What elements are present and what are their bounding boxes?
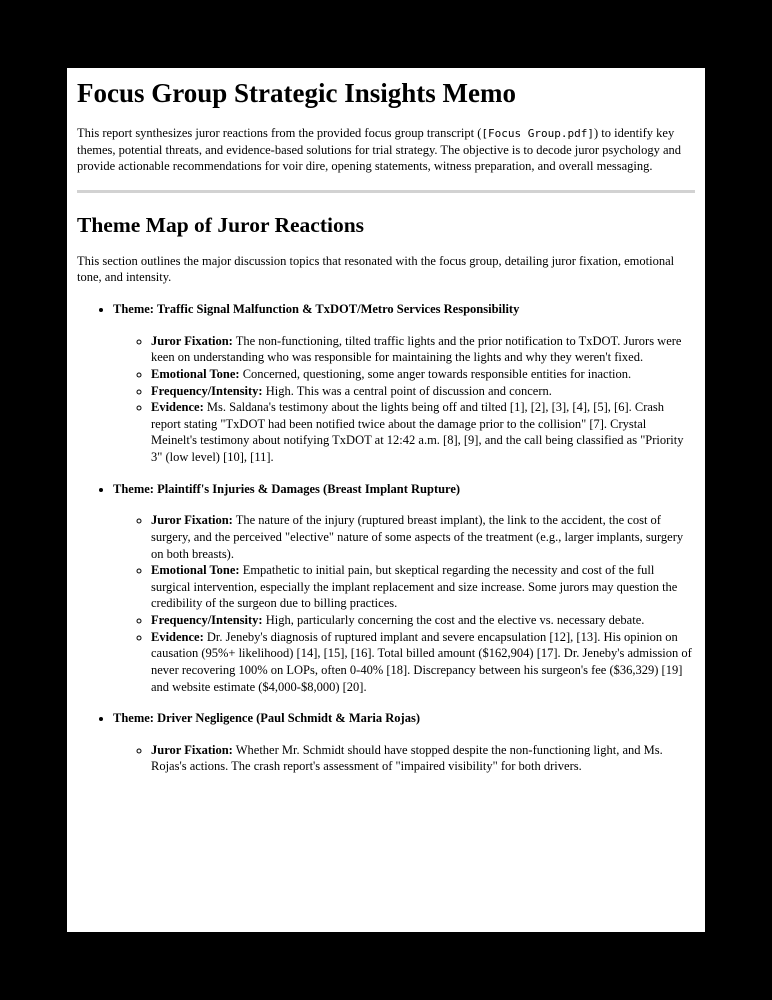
detail-text: High. This was a central point of discussion and concern. [262, 383, 552, 398]
detail-text: Dr. Jeneby's diagnosis of ruptured implant and severe encapsulation [12], [13]. His opinion on causation (95%+ likelihood) [14], [15], [16]. Total billed amount ($162,904) [17]. Dr. Jeneby's admission of never recovering 100% on LOPs, often 0-40% [18]. Discrepancy between his surgeon's fee ($36,329) [19] and website estimate ($4,000-$8,000) [20]. [151, 629, 692, 694]
detail-item-evidence [151, 629, 695, 696]
intro-text-before: This report synthesizes juror reactions from the provided focus group transcript ( [77, 126, 482, 141]
detail-label: Evidence: [151, 629, 204, 644]
theme-detail-list [113, 512, 695, 695]
detail-item-juror-fixation [151, 742, 695, 775]
detail-text: Ms. Saldana's testimony about the lights being off and tilted [1], [2], [3], [4], [5], [6]. Crash report stating "TxDOT had been notified twice about the damage prior to the collision" [7]. Crystal Meinelt's testimony about notifying TxDOT at 12:42 a.m. [8], [9], and the call being classified as "Priority 3" (low level) [10], [11]. [151, 400, 684, 465]
detail-label: Frequency/Intensity: [151, 383, 263, 398]
intro-paragraph [77, 125, 695, 175]
theme-title-text: Theme: Traffic Signal Malfunction & TxDOT/Metro Services Responsibility [113, 302, 520, 317]
theme-detail-list [113, 333, 695, 466]
detail-item-emotional-tone [151, 562, 695, 612]
detail-item-frequency-intensity [151, 383, 695, 400]
detail-item-juror-fixation [151, 333, 695, 366]
intro-text-after: ) to identify key themes, potential threats, and evidence-based solutions for trial strategy. The objective is to decode juror psychology and provide actionable recommendations for voir dire, opening statements, witness preparation, and overall messaging. [77, 126, 681, 174]
theme-item-traffic-signal [113, 301, 695, 466]
detail-label: Emotional Tone: [151, 563, 240, 578]
detail-item-emotional-tone [151, 366, 695, 383]
theme-title [113, 301, 695, 318]
detail-item-juror-fixation [151, 512, 695, 562]
section-intro: This section outlines the major discussion topics that resonated with the focus group, detailing juror fixation, emotional tone, and intensity. [77, 253, 675, 285]
transcript-filename-code: [Focus Group.pdf] [481, 127, 594, 141]
theme-list [77, 301, 695, 775]
theme-detail-list [113, 742, 695, 775]
theme-title [113, 481, 695, 498]
document-page [67, 68, 705, 932]
detail-item-evidence [151, 399, 695, 466]
detail-text: High, particularly concerning the cost and the elective vs. necessary debate. [262, 613, 645, 628]
detail-text: Concerned, questioning, some anger towards responsible entities for inaction. [239, 366, 632, 381]
detail-item-frequency-intensity [151, 612, 695, 629]
page-title: Focus Group Strategic Insights Memo [77, 78, 516, 108]
theme-item-plaintiff-injuries [113, 481, 695, 696]
detail-label: Evidence: [151, 400, 204, 415]
section-heading: Theme Map of Juror Reactions [77, 213, 365, 238]
theme-item-driver-negligence [113, 710, 695, 775]
detail-text: Whether Mr. Schmidt should have stopped despite the non-functioning light, and Ms. Rojas's actions. The crash report's assessment of "impaired visibility" for both drivers. [151, 742, 663, 774]
detail-text: The non-functioning, tilted traffic lights and the prior notification to TxDOT. Jurors were keen on understanding who was responsible for maintaining the lights and why they weren't fixed. [151, 333, 682, 365]
detail-label: Juror Fixation: [151, 333, 233, 348]
theme-title-text: Theme: Plaintiff's Injuries & Damages (Breast Implant Rupture) [113, 481, 461, 496]
section-divider [77, 190, 695, 193]
detail-label: Juror Fixation: [151, 742, 233, 757]
detail-text: The nature of the injury (ruptured breast implant), the link to the accident, the cost of surgery, and the perceived "elective" nature of some aspects of the treatment (e.g., larger implants, surgery on both breasts). [151, 513, 684, 561]
detail-text: Empathetic to initial pain, but skeptical regarding the necessity and cost of the full surgical intervention, especially the implant replacement and size increase. Some jurors may question the credibility of the surgeon due to billing practices. [151, 563, 678, 611]
detail-label: Emotional Tone: [151, 366, 240, 381]
theme-title-text: Theme: Driver Negligence (Paul Schmidt & Maria Rojas) [113, 711, 420, 726]
theme-title [113, 710, 695, 727]
detail-label: Juror Fixation: [151, 513, 233, 528]
detail-label: Frequency/Intensity: [151, 613, 263, 628]
